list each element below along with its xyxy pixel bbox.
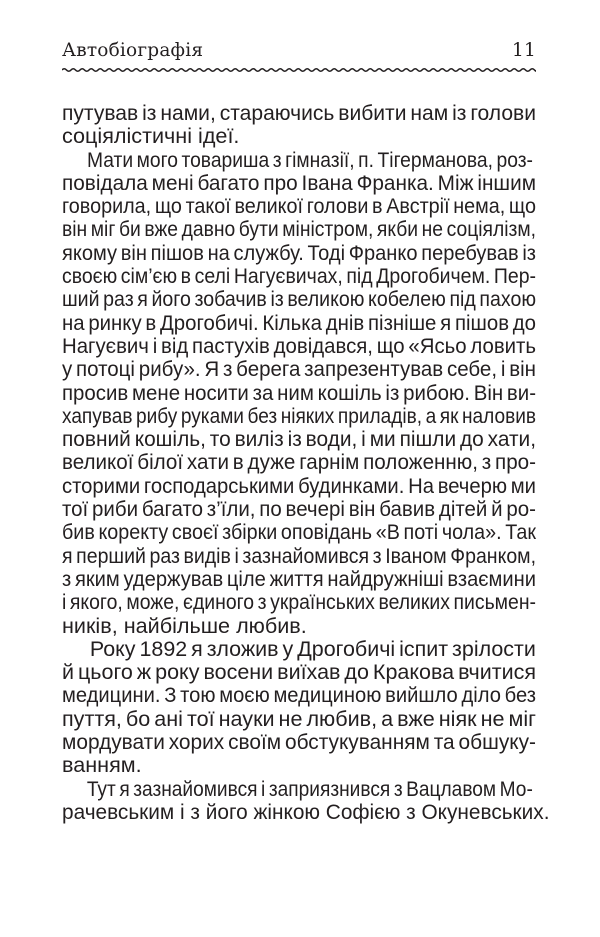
text-line: сторими господарськими будинками. На вечерю ми [62, 472, 536, 498]
text-line: хапував рибу руками без ніяких приладів, а як наловив [62, 402, 536, 428]
text-line: Тут я зазнайомився і заприязнився з Вацлавом Мо- [86, 775, 533, 801]
text-line: соціялістичні ідеї. [62, 123, 240, 149]
text-line: рачевським і з його жінкою Софією з Окуневських. [62, 798, 550, 824]
text-line: повідала мені багато про Івана Франка. Між іншим [62, 169, 536, 195]
text-line: Року 1892 я зложив у Дрогобичі іспит зрілости [89, 635, 536, 661]
text-line: у потоці рибу». Я з берега запрезентував себе, і він [62, 356, 536, 382]
paragraph [62, 101, 536, 148]
text-line: медицини. З тою моєю медициною вийшло діло без [62, 682, 536, 708]
text-line: великої білої хати в дуже гарнім положенню, з про- [62, 449, 536, 475]
page-number: 11 [512, 40, 536, 61]
paragraph [62, 775, 550, 824]
text-line: і якого, може, єдиного з українських великих письмен- [62, 589, 536, 615]
text-line: говорила, що такої великої голови в Австрії нема, що [62, 193, 536, 219]
text-line: бив коректу своєї збірки оповідань «В поті чола». Так [62, 519, 536, 545]
text-line: своєю сім’єю в селі Нагуєвичах, під Дрогобичем. Пер- [62, 263, 536, 289]
text-line: просив мене носити за ним кошіль із рибою. Він ви- [62, 379, 536, 405]
text-line: Мати мого товариша з гімназії, п. Тігерманова, роз- [86, 146, 533, 172]
text-line: повний кошіль, то виліз із води, і ми пішли до хати, [62, 426, 536, 452]
text-line: він міг би вже давно бути міністром, якби не соціялізм, [62, 216, 536, 242]
text-line: якому він пішов на службу. Тоді Франко перебував із [62, 239, 536, 265]
running-title: Автобіографія [62, 40, 204, 61]
running-header [62, 38, 536, 64]
text-line: з яким удержував ціле життя найдружніші взаємини [62, 565, 536, 591]
text-line: путував із нами, стараючись вибити нам із голови [62, 100, 536, 125]
body-text [62, 100, 550, 824]
text-line: мордувати хорих своїм обстукуванням та обшуку- [62, 729, 536, 755]
text-line: пуття, бо ані тої науки не любив, а вже ніяк не міг [62, 705, 536, 731]
text-line: тої риби багато з’їли, по вечері він бавив дітей й ро- [62, 496, 536, 522]
text-line: ванням. [62, 752, 142, 778]
text-line: Нагуєвич і від пастухів довідався, що «Ясьо ловить [62, 332, 536, 358]
text-line: й цього ж року восени виїхав до Кракова вчитися [62, 659, 536, 685]
wavy-header-rule [62, 64, 536, 76]
text-line: я перший раз видів і зазнайомився з Іваном Франком, [62, 542, 536, 568]
text-line: ників, найбільше любив. [62, 612, 307, 638]
text-line: на ринку в Дрогобичі. Кілька днів пізніше я пішов до [62, 309, 536, 335]
paragraph [62, 148, 536, 637]
paragraph [62, 637, 536, 777]
text-line: ший раз я його зобачив із великою кобелею під пахою [62, 286, 536, 312]
